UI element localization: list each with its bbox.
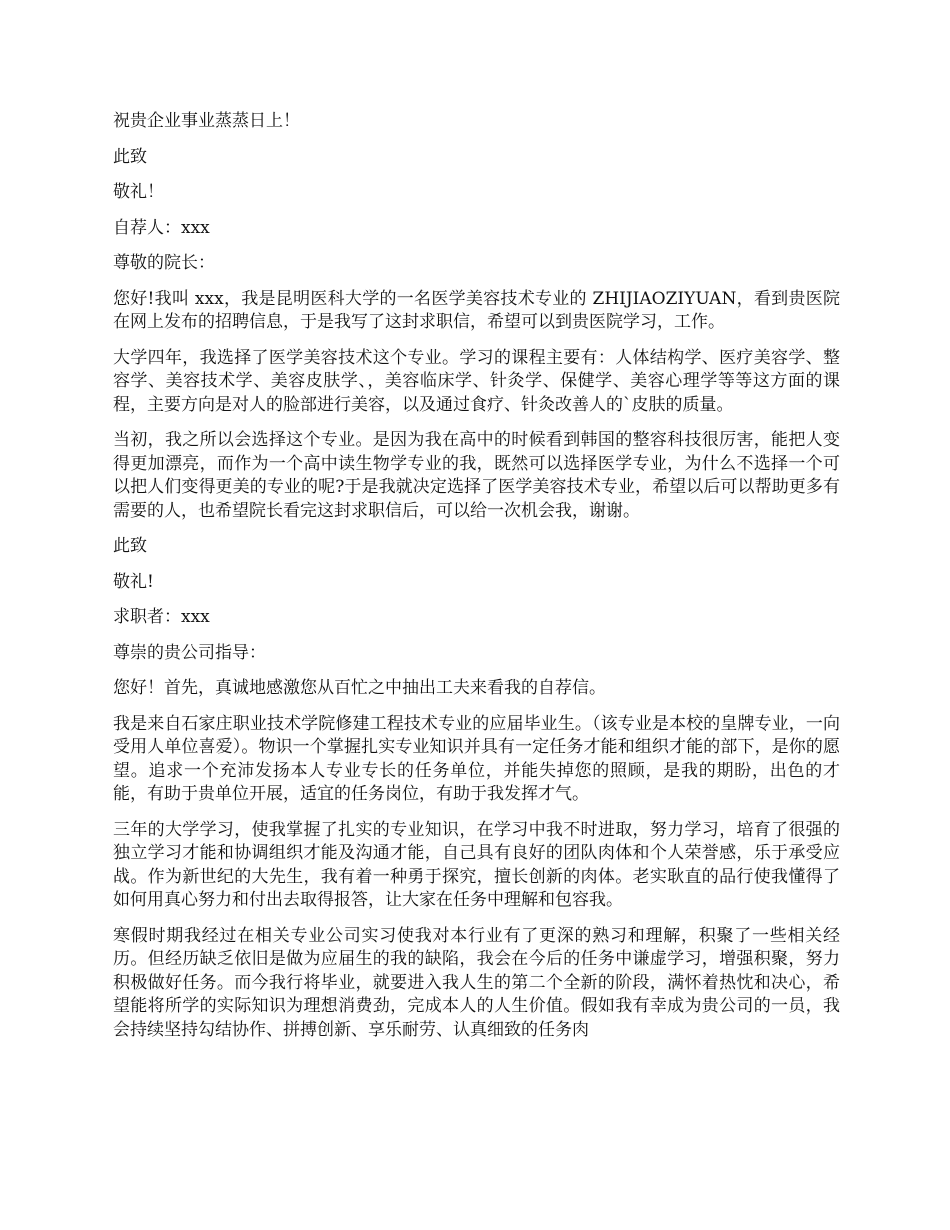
body-paragraph-motivation: 当初，我之所以会选择这个专业。是因为我在高中的时候看到韩国的整容科技很厉害，能把人变得更加漂亮，而作为一个高中读生物学专业的我，既然可以选择医学专业，为什么不选择一个可以把人们变得更美的专业的呢?于是我就决定选择了医学美容技术专业，希望以后可以帮助更多有需要的人，也希望院长看完这封求职信后，可以给一次机会我，谢谢。 — [113, 430, 840, 521]
signature-self-recommender: 自荐人：xxx — [113, 217, 210, 238]
body-paragraph-background: 我是来自石家庄职业技术学院修建工程技术专业的应届毕业生。（该专业是本校的皇牌专业，一向受用人单位喜爱）。物识一个掌握扎实专业知识并具有一定任务才能和组织才能的部下，是你的愿望。追求一个充沛发扬本人专业专长的任务单位，并能失掉您的照顾，是我的期盼，出色的才能，有助于贵单位开展，适宜的任务岗位，有助于我发挥才气。 — [113, 713, 840, 804]
body-paragraph-courses: 大学四年，我选择了医学美容技术这个专业。学习的课程主要有：人体结构学、医疗美容学、整容学、美容技术学、美容皮肤学、，美容临床学、针灸学、保健学、美容心理学等等这方面的课程，主要方向是对人的脸部进行美容，以及通过食疗、针灸改善人的`皮肤的质量。 — [113, 347, 840, 415]
body-paragraph-intro: 您好!我叫 xxx，我是昆明医科大学的一名医学美容技术专业的 ZHIJIAOZIYUAN，看到贵医院在网上发布的招聘信息，于是我写了这封求职信，希望可以到贵医院学习，工作。 — [113, 288, 840, 332]
body-paragraph-thanks: 您好！首先，真诚地感激您从百忙之中抽出工夫来看我的自荐信。 — [113, 678, 606, 698]
greeting-company: 尊崇的贵公司指导： — [113, 642, 266, 663]
greeting-dean: 尊敬的院长： — [113, 253, 215, 273]
salutation-cizhi: 此致 — [113, 146, 147, 167]
body-paragraph-study: 三年的大学学习，使我掌握了扎实的专业知识，在学习中我不时进取，努力学习，培育了很强的独立学习才能和协调组织才能及沟通才能，自己具有良好的团队肉体和个人荣誉感，乐于承受应战。作为新世纪的大先生，我有着一种勇于探究，擅长创新的肉体。老实耿直的品行使我懂得了如何用真心努力和付出去取得报答，让大家在任务中理解和包容我。 — [113, 819, 840, 910]
body-paragraph-internship: 寒假时期我经过在相关专业公司实习使我对本行业有了更深的熟习和理解，积聚了一些相关经历。但经历缺乏依旧是做为应届生的我的缺陷，我会在今后的任务中谦虚学习，增强积聚，努力积极做好任务。而今我行将毕业，就要进入我人生的第二个全新的阶段，满怀着热忱和决心，希望能将所学的实际知识为理想消费劲，完成本人的人生价值。假如我有幸成为贵公司的一员，我会持续坚持勾结协作、拼搏创新、享乐耐劳、认真细致的任务肉 — [113, 925, 840, 1040]
salutation-jingli-2: 敬礼! — [113, 571, 154, 592]
salutation-jingli: 敬礼！ — [113, 182, 164, 202]
signature-applicant: 求职者：xxx — [113, 607, 210, 627]
closing-wish: 祝贵企业事业蒸蒸日上！ — [113, 111, 300, 131]
salutation-cizhi-2: 此致 — [113, 536, 147, 556]
